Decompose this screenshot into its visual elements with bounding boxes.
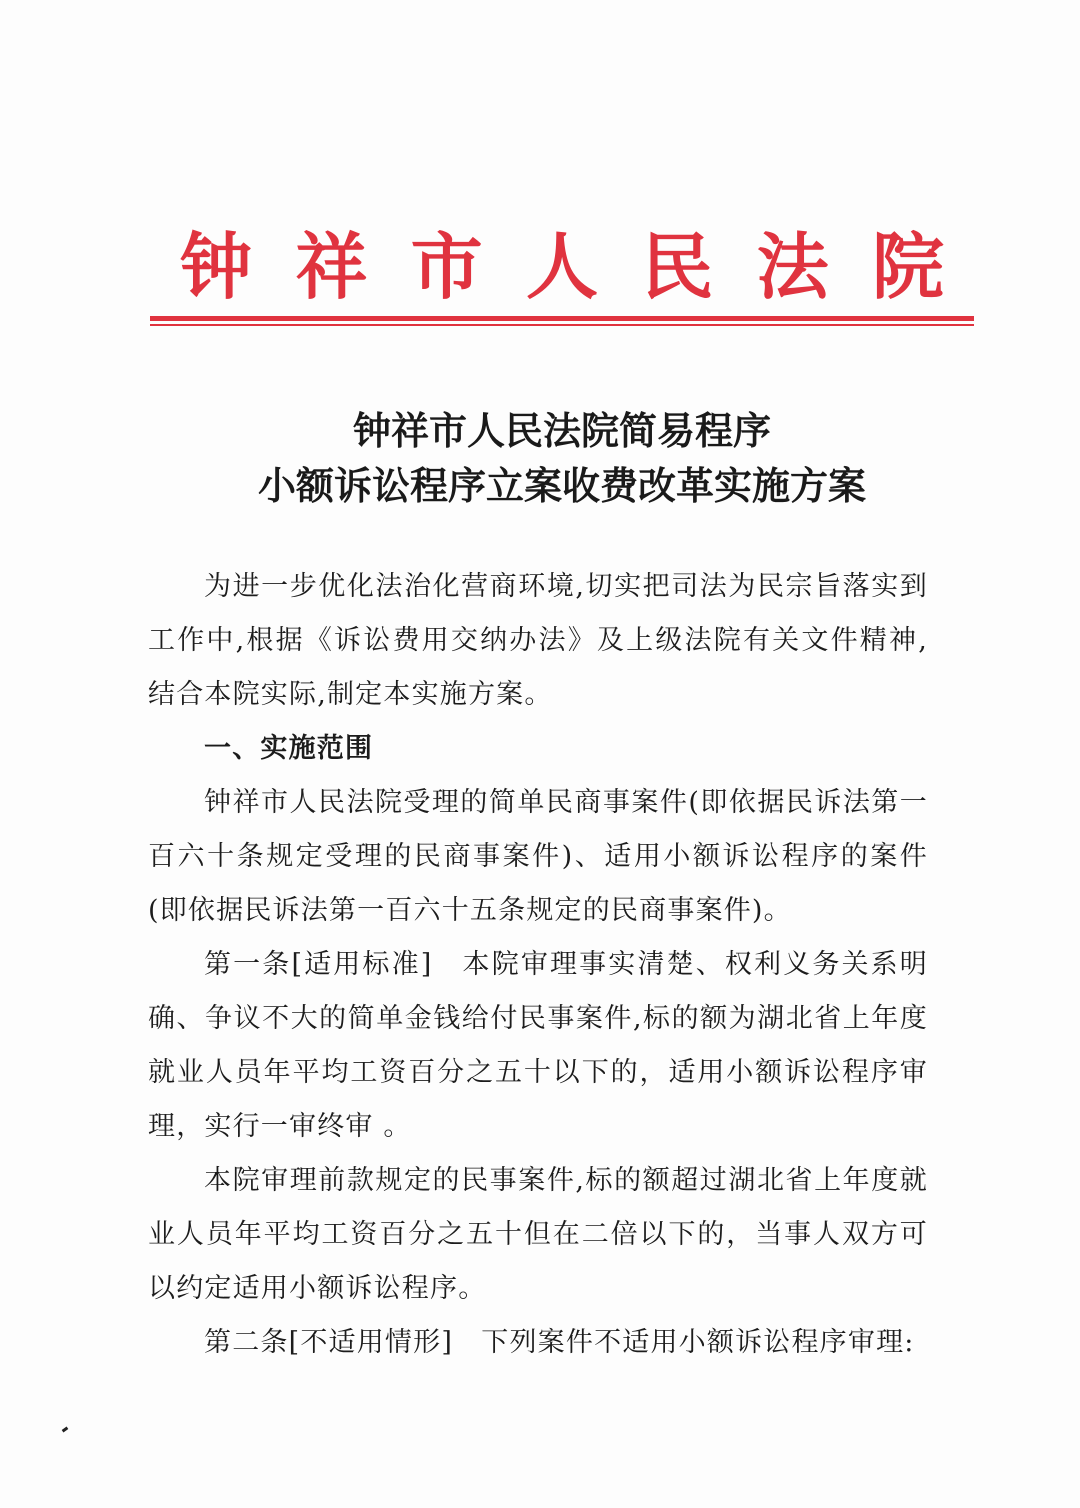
document-title-line-2: 小额诉讼程序立案收费改革实施方案 [257, 463, 866, 508]
document-title-line-1: 钟祥市人民法院简易程序 [352, 408, 771, 453]
article-2-paragraph: 第二条[不适用情形] 下列案件不适用小额诉讼程序审理: [204, 1327, 915, 1358]
article-1-paragraph-2: 本院审理前款规定的民事案件,标的额超过湖北省上年度就业人员年平均工资百分之五十但在二倍以下的，当事人双方可以约定适用小额诉讼程序。 [148, 1165, 928, 1304]
masthead-char: 祥 [295, 224, 368, 309]
court-masthead [150, 222, 974, 312]
masthead-char: 钟 [180, 224, 253, 309]
intro-paragraph: 为进一步优化法治化营商环境,切实把司法为民宗旨落实到工作中,根据《诉讼费用交纳办法》及上级法院有关文件精神,结合本院实际,制定本实施方案。 [148, 571, 928, 710]
masthead-char: 市 [410, 224, 483, 309]
section-paragraph: 钟祥市人民法院受理的简单民商事案件(即依据民诉法第一百六十条规定受理的民商事案件)、适用小额诉讼程序的案件(即依据民诉法第一百六十五条规定的民商事案件)。 [148, 787, 928, 926]
article-1-paragraph: 第一条[适用标准] 本院审理事实清楚、权利义务关系明确、争议不大的简单金钱给付民事案件,标的额为湖北省上年度就业人员年平均工资百分之五十以下的，适用小额诉讼程序审理，实行一审终审 。 [148, 949, 928, 1142]
masthead-char: 法 [756, 224, 829, 309]
document-body [148, 560, 928, 1370]
masthead-rule-thick [150, 316, 974, 321]
masthead-char: 民 [641, 224, 714, 309]
ink-mark [62, 1427, 69, 1433]
section-heading: 一、实施范围 [204, 733, 374, 764]
masthead-char: 院 [871, 224, 944, 309]
masthead-rule-thin [150, 324, 974, 326]
masthead-char: 人 [525, 224, 598, 309]
